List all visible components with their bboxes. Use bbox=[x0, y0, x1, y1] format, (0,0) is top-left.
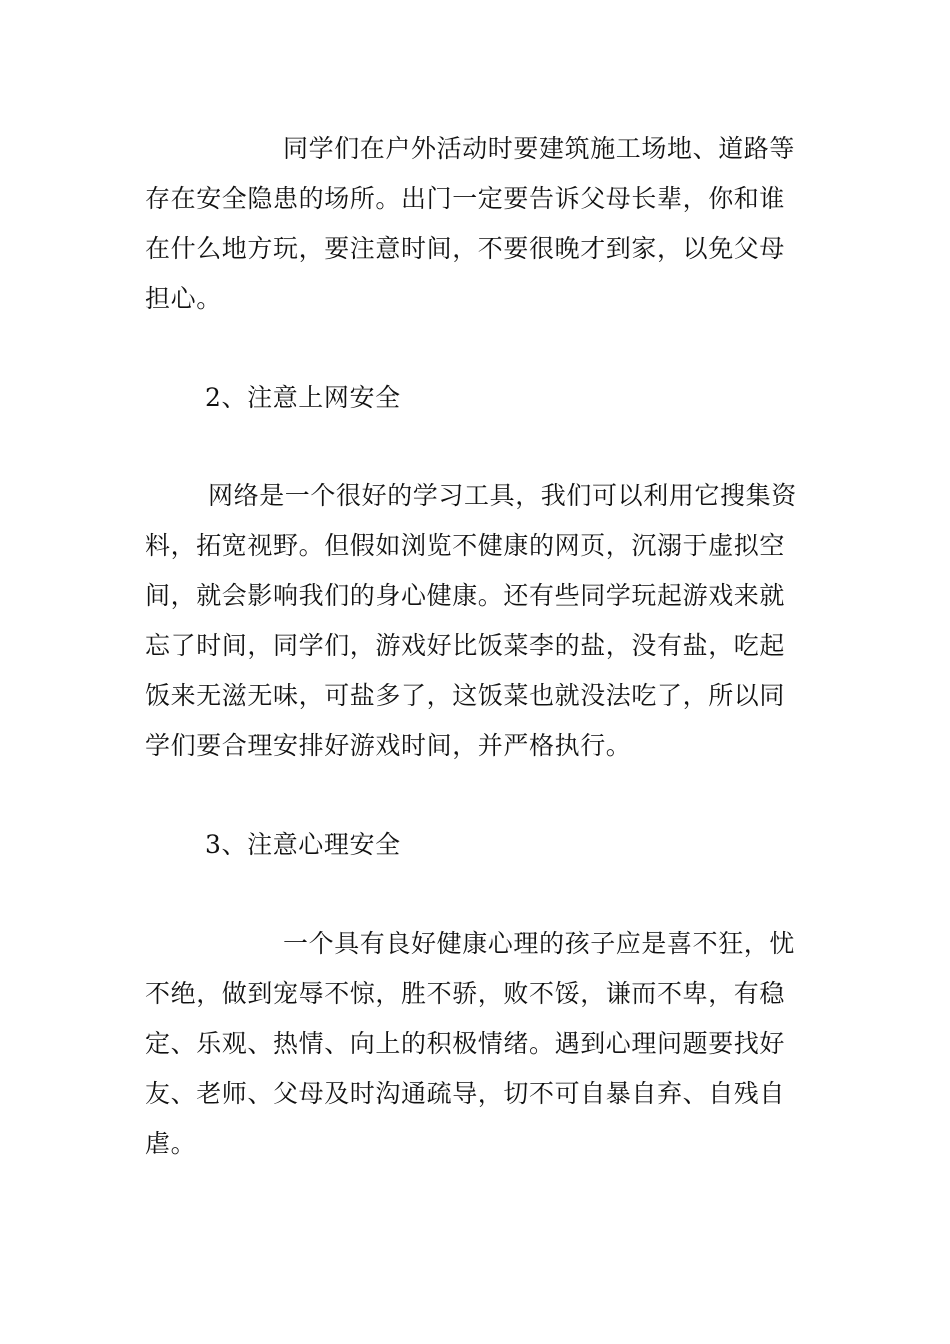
text-line: 学们要合理安排好游戏时间，并严格执行。 bbox=[145, 731, 632, 760]
text-line: 存在安全隐患的场所。出门一定要告诉父母长辈，你和谁 bbox=[145, 184, 786, 213]
section-heading-psychological-safety: 3、注意心理安全 bbox=[205, 830, 401, 859]
text-line: 网络是一个很好的学习工具，我们可以利用它搜集资 bbox=[208, 481, 797, 510]
text-line: 间，就会影响我们的身心健康。还有些同学玩起游戏来就 bbox=[145, 581, 786, 610]
text-line: 饭来无滋无味，可盐多了，这饭菜也就没法吃了，所以同 bbox=[145, 681, 786, 710]
text-line: 友、老师、父母及时沟通疏导，切不可自暴自弃、自残自 bbox=[145, 1079, 786, 1108]
text-line: 忘了时间，同学们，游戏好比饭菜李的盐，没有盐，吃起 bbox=[145, 631, 786, 660]
text-line: 担心。 bbox=[145, 284, 222, 313]
text-line: 不绝，做到宠辱不惊，胜不骄，败不馁，谦而不卑，有稳 bbox=[145, 979, 786, 1008]
text-line: 料，拓宽视野。但假如浏览不健康的网页，沉溺于虚拟空 bbox=[145, 531, 786, 560]
text-line: 虐。 bbox=[145, 1129, 197, 1158]
section-heading-internet-safety: 2、注意上网安全 bbox=[205, 383, 401, 412]
text-line: 在什么地方玩，要注意时间，不要很晚才到家，以免父母 bbox=[145, 234, 786, 263]
text-line: 定、乐观、热情、向上的积极情绪。遇到心理问题要找好 bbox=[145, 1029, 786, 1058]
text-line: 一个具有良好健康心理的孩子应是喜不狂，忧 bbox=[283, 929, 796, 958]
text-line: 同学们在户外活动时要建筑施工场地、道路等 bbox=[283, 134, 796, 163]
